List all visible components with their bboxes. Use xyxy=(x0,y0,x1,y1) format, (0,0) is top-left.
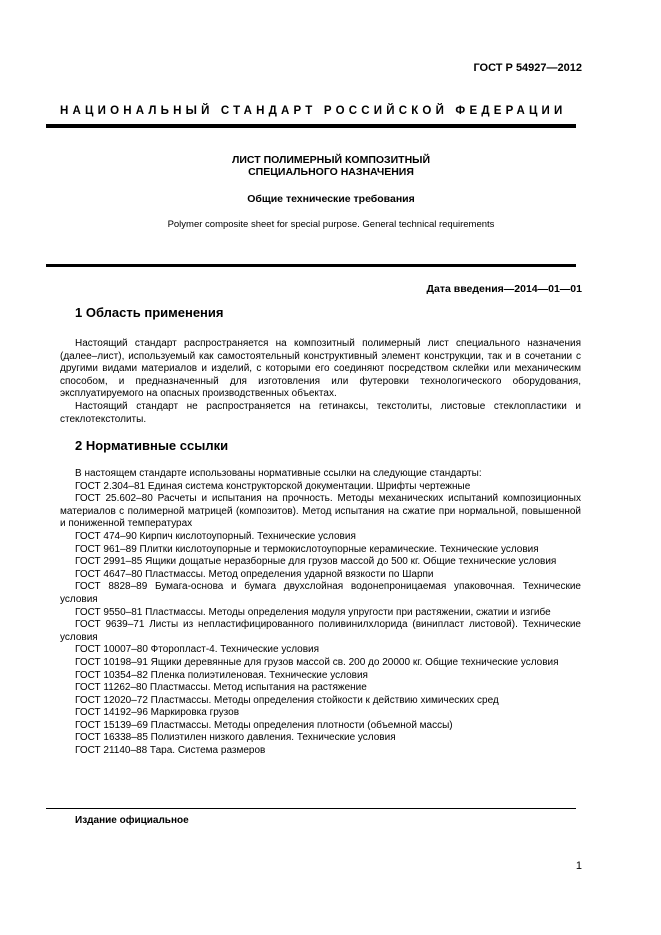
document-subtitle: Общие технические требования xyxy=(247,193,415,205)
reference-item: ГОСТ 8828–89 Бумага-основа и бумага двухслойная водонепроницаемая упаковочная. Технические условия xyxy=(60,581,581,605)
reference-item: ГОСТ 961–89 Плитки кислотоупорные и термокислотоупорные керамические. Технические условия xyxy=(75,543,539,555)
reference-item: ГОСТ 9550–81 Пластмассы. Методы определения модуля упругости при растяжении, сжатии и изгибе xyxy=(75,606,551,618)
reference-item: ГОСТ 4647–80 Пластмассы. Метод определения ударной вязкости по Шарпи xyxy=(75,568,434,580)
reference-item: ГОСТ 10007–80 Фторопласт-4. Технические условия xyxy=(75,644,320,656)
top-divider xyxy=(46,124,576,128)
footer-divider xyxy=(46,808,576,809)
paragraph: Настоящий стандарт не распространяется на гетинаксы, текстолиты, листовые стеклопластики и стеклотекстолиты. xyxy=(60,400,581,425)
title-line-1: ЛИСТ ПОЛИМЕРНЫЙ КОМПОЗИТНЫЙ xyxy=(232,154,430,166)
reference-item: ГОСТ 21140–88 Тара. Система размеров xyxy=(75,745,266,757)
paragraph: Настоящий стандарт распространяется на композитный полимерный лист специального назначения (далее–лист), используемый как самостоятельный конструктивный элемент конструкции, так и в сочетании с другими видами материалов и изделий, с которыми его соединяют посредством склейки или механическим способом, и предназначенный для изготовления или футеровки технологического оборудования, эксплуатируемого на опасных производственных объектах. xyxy=(60,338,581,400)
reference-item: ГОСТ 15139–69 Пластмассы. Методы определения плотности (объемной массы) xyxy=(75,719,453,731)
section-1-heading: 1 Область применения xyxy=(75,305,224,320)
official-edition-label: Издание официальное xyxy=(75,815,189,826)
document-title xyxy=(46,154,616,178)
title-divider xyxy=(46,264,576,267)
section-2-body xyxy=(60,468,581,758)
reference-item: ГОСТ 2.304–81 Единая система конструкторской документации. Шрифты чертежные xyxy=(75,480,471,492)
reference-item: ГОСТ 16338–85 Полиэтилен низкого давления. Технические условия xyxy=(75,732,396,744)
section-2-heading: 2 Нормативные ссылки xyxy=(75,438,229,453)
references-intro: В настоящем стандарте использованы нормативные ссылки на следующие стандарты: xyxy=(75,468,482,479)
english-title: Polymer composite sheet for special purpose. General technical requirements xyxy=(167,219,495,230)
national-standard-banner: НАЦИОНАЛЬНЫЙ СТАНДАРТ РОССИЙСКОЙ ФЕДЕРАЦИИ xyxy=(60,105,567,117)
reference-item: ГОСТ 474–90 Кирпич кислотоупорный. Технические условия xyxy=(75,530,356,542)
reference-item: ГОСТ 11262–80 Пластмассы. Метод испытания на растяжение xyxy=(75,682,367,694)
reference-item: ГОСТ 9639–71 Листы из непластифицированного поливинилхлорида (винипласт листовой). Технические условия xyxy=(60,619,581,643)
reference-item: ГОСТ 10198–91 Ящики деревянные для грузов массой св. 200 до 20000 кг. Общие технические условия xyxy=(75,656,559,668)
title-line-2: СПЕЦИАЛЬНОГО НАЗНАЧЕНИЯ xyxy=(248,166,414,178)
standard-code: ГОСТ Р 54927—2012 xyxy=(473,62,582,74)
introduction-date: Дата введения—2014—01—01 xyxy=(426,283,582,295)
reference-item: ГОСТ 2991–85 Ящики дощатые неразборные для грузов массой до 500 кг. Общие технические условия xyxy=(75,556,557,568)
reference-item: ГОСТ 25.602–80 Расчеты и испытания на прочность. Методы механических испытаний композиционных материалов с полимерной матрицей (композитов). Метод испытания на сжатие при нормальной, повышенной и пониженной температурах xyxy=(60,493,581,530)
reference-item: ГОСТ 14192–96 Маркировка грузов xyxy=(75,707,240,719)
reference-item: ГОСТ 12020–72 Пластмассы. Методы определения стойкости к действию химических сред xyxy=(75,694,499,706)
page-number: 1 xyxy=(575,860,582,872)
section-1-body xyxy=(60,338,581,426)
reference-item: ГОСТ 10354–82 Пленка полиэтиленовая. Технические условия xyxy=(75,669,368,681)
